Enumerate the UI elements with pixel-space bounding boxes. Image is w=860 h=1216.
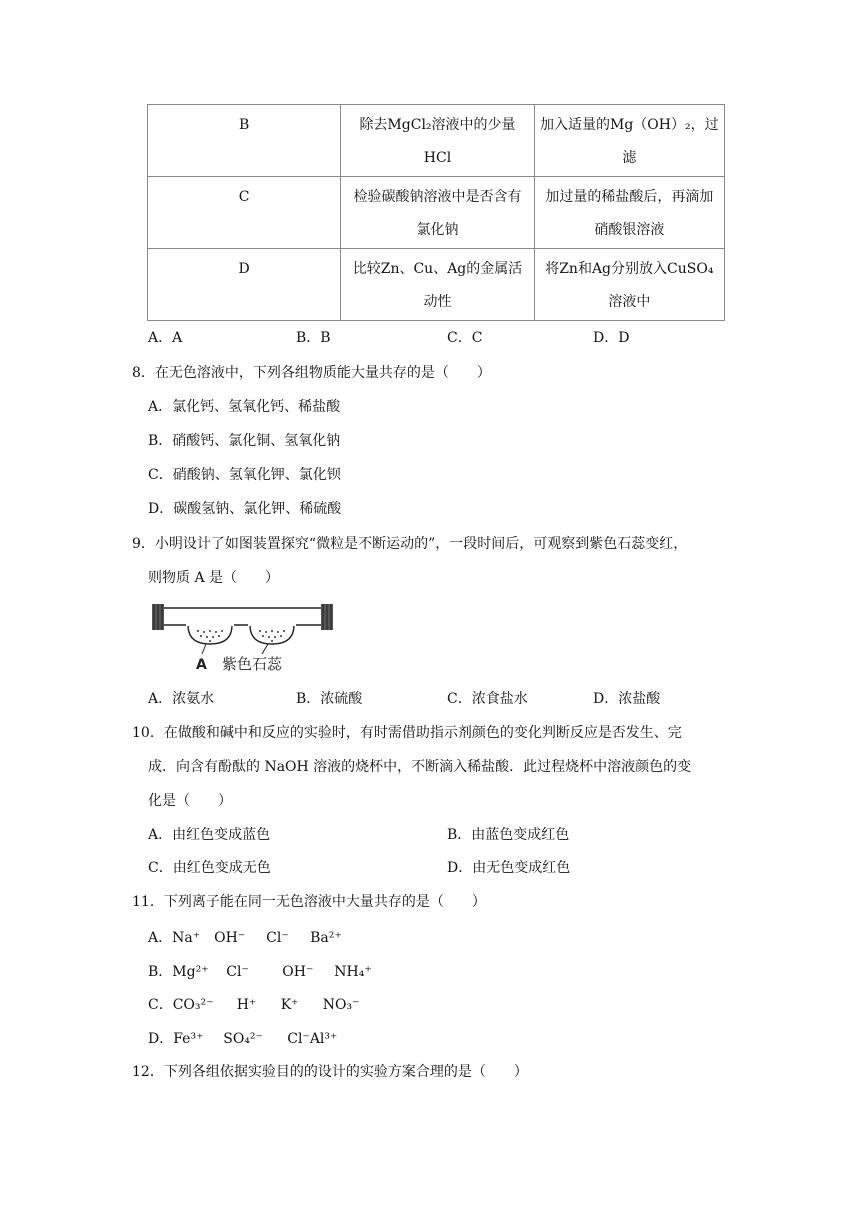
q9-option-c: C．浓食盐水 [447,691,528,707]
ion: SO₄²⁻ [223,1031,263,1047]
q12-stem: 12．下列各组依据实验目的的设计的实验方案合理的是（ ） [132,1064,528,1080]
ion: K⁺ [280,997,299,1013]
q9-option-b: B．浓硫酸 [296,691,363,707]
q8-option-a: A．氯化钙、氢氧化钙、稀盐酸 [148,399,341,415]
q7-option-d: D．D [593,330,630,346]
q8-option-d: D．碳酸氢钠、氯化钾、稀硫酸 [148,501,342,517]
table-cell-purpose: 比较Zn、Cu、Ag的金属活 动性 [341,249,534,321]
ion: Ba²⁺ [310,930,342,946]
ion: OH⁻ [282,964,314,980]
ion: Cl⁻ [226,964,249,980]
experiment-table [147,104,725,321]
q10-option-d: D．由无色变成红色 [447,860,571,876]
ion: Cl⁻ [266,930,289,946]
table-cell-label: B [148,105,341,177]
table-cell-method: 加入适量的Mg（OH）₂，过 滤 [534,105,724,177]
q7-option-b: B．B [296,330,331,346]
q7-option-c: C．C [447,330,483,346]
q10-stem-line2: 成．向含有酚酞的 NaOH 溶液的烧杯中，不断滴入稀盐酸．此过程烧杯中溶液颜色的变 [148,759,692,775]
q10-option-c: C．由红色变成无色 [148,860,271,876]
table-cell-label: C [148,177,341,249]
table-row [148,177,725,249]
ion: OH⁻ [214,930,246,946]
q10-option-b: B．由蓝色变成红色 [447,827,570,843]
q8-stem: 8．在无色溶液中，下列各组物质能大量共存的是（ ） [132,365,491,381]
q10-option-a: A．由红色变成蓝色 [148,827,271,843]
ion: Fe³⁺ [173,1031,204,1047]
table-cell-method: 将Zn和Ag分别放入CuSO₄ 溶液中 [534,249,724,321]
q9-option-d: D．浓盐酸 [593,691,661,707]
q11-option-c: C．CO₃²⁻ H⁺ K⁺ NO₃⁻ [148,997,360,1013]
q8-option-c: C．硝酸钠、氢氧化钾、氯化钡 [148,467,341,483]
q11-option-b: B．Mg²⁺ Cl⁻ OH⁻ NH₄⁺ [148,964,372,980]
q11-stem: 11．下列离子能在同一无色溶液中大量共存的是（ ） [132,894,486,910]
table-cell-purpose: 检验碳酸钠溶液中是否含有 氯化钠 [341,177,534,249]
q10-stem-line3: 化是（ ） [148,793,232,809]
q11-option-a: A．Na⁺ OH⁻ Cl⁻ Ba²⁺ [148,930,342,946]
table-row [148,105,725,177]
ion: NH₄⁺ [334,964,372,980]
tube-apparatus-diagram [150,602,340,674]
table-cell-purpose: 除去MgCl₂溶液中的少量 HCl [341,105,534,177]
table-row [148,249,725,321]
q11-option-d: D．Fe³⁺ SO₄²⁻ Cl⁻Al³⁺ [148,1031,338,1047]
figure-label-litmus: 紫色石蕊 [222,655,283,673]
ion: Cl⁻Al³⁺ [287,1031,338,1047]
ion: CO₃²⁻ [172,997,214,1013]
ion: NO₃⁻ [322,997,360,1013]
ion: Na⁺ [172,930,201,946]
figure-label-a: A [196,657,207,673]
q9-stem-line1: 9．小明设计了如图装置探究“微粒是不断运动的”，一段时间后，可观察到紫色石蕊变红， [132,536,688,552]
q9-apparatus-figure [150,602,340,678]
q10-stem-line1: 10．在做酸和碱中和反应的实验时，有时需借助指示剂颜色的变化判断反应是否发生、完 [132,725,682,741]
table-cell-label: D [148,249,341,321]
q8-option-b: B．硝酸钙、氯化铜、氢氧化钠 [148,433,341,449]
q9-option-a: A．浓氨水 [148,691,215,707]
table-cell-method: 加过量的稀盐酸后，再滴加 硝酸银溶液 [534,177,724,249]
ion: H⁺ [236,997,257,1013]
ion: Mg²⁺ [172,964,209,980]
q7-option-a: A．A [148,330,183,346]
q9-stem-line2: 则物质 A 是（ ） [148,570,280,586]
